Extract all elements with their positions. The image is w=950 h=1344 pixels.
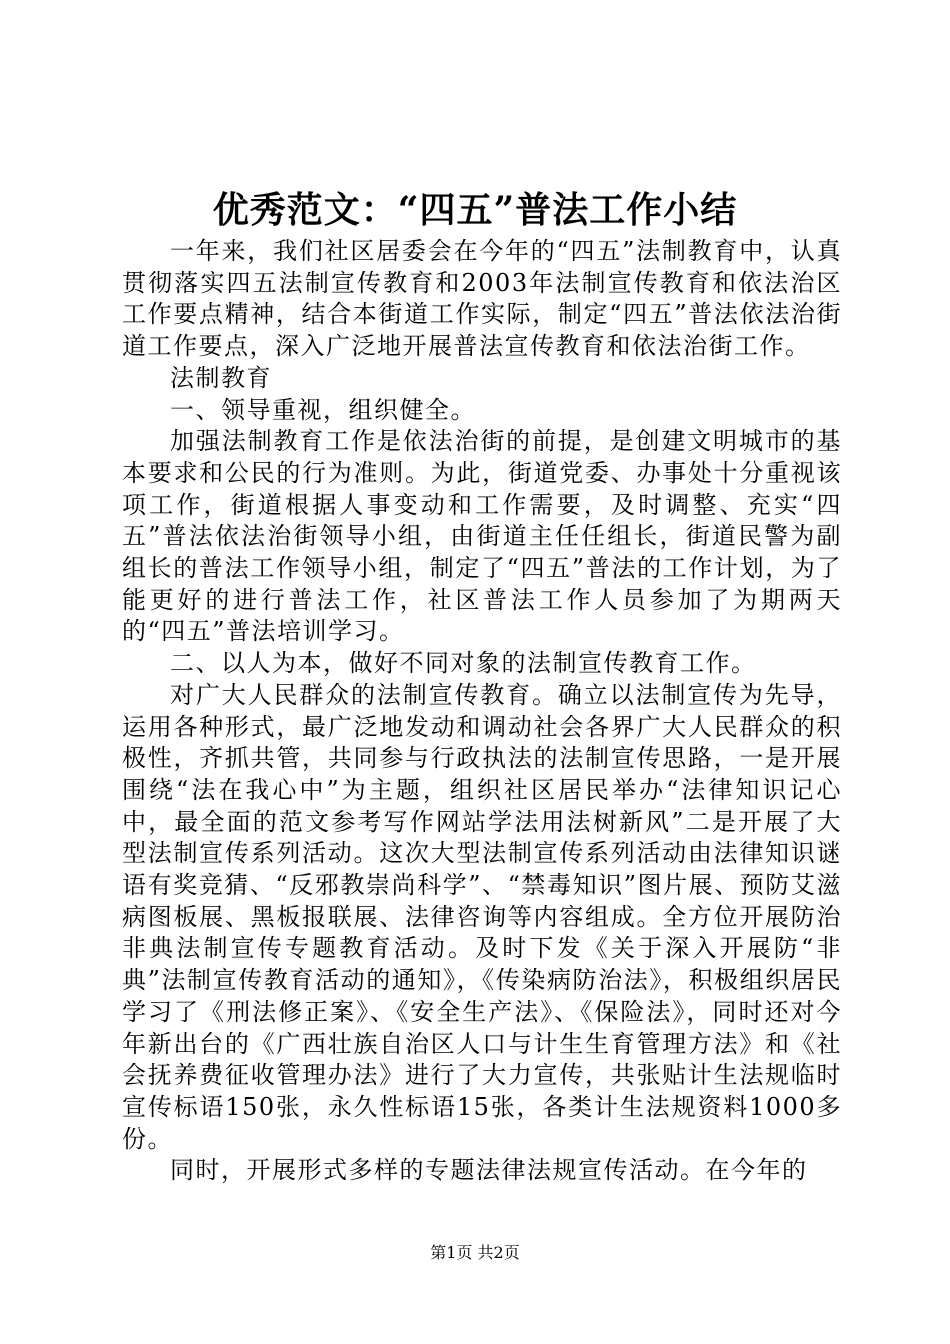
paragraph-special-campaigns: 同时，开展形式多样的专题法律法规宣传活动。在今年的 (170, 1156, 808, 1185)
document-title: 优秀范文：“四五”普法工作小结 (212, 189, 738, 231)
page-number-footer: 第1页 共2页 (430, 1243, 520, 1262)
subheading-leadership: 一、领导重视，组织健全。 (170, 395, 476, 424)
paragraph-intro: 一年来，我们社区居委会在今年的“四五”法制教育中，认真贯彻落实四五法制宣传教育和2003年法制宣传教育和依法治区工作要点精神，结合本街道工作实际，制定“四五”普法依法治街道工作要点，深入广泛地开展普法宣传教育和依法治街工作。 (122, 237, 842, 361)
section-heading-legal-education: 法制教育 (170, 363, 272, 392)
document-body (122, 236, 842, 1187)
paragraph-public-education: 对广大人民群众的法制宣传教育。确立以法制宣传为先导，运用各种形式，最广泛地发动和调动社会各界广大人民群众的积极性，齐抓共管，共同参与行政执法的法制宣传思路，一是开展围绕“法在我心中”为主题，组织社区居民举办“法律知识记心中，最全面的范文参考写作网站学法用法树新风”二是开展了大型法制宣传系列活动。这次大型法制宣传系列活动由法律知识谜语有奖竞猜、“反邪教崇尚科学”、“禁毒知识”图片展、预防艾滋病图板展、黑板报联展、法律咨询等内容组成。全方位开展防治非典法制宣传专题教育活动。及时下发《关于深入开展防“非典”法制宣传教育活动的通知》，《传染病防治法》，积极组织居民学习了《刑法修正案》、《安全生产法》、《保险法》，同时还对今年新出台的《广西壮族自治区人口与计生生育管理方法》和《社会抚养费征收管理办法》进行了大力宣传，共张贴计生法规临时宣传标语150张，永久性标语15张，各类计生法规资料1000多份。 (122, 680, 842, 1153)
subheading-people-oriented: 二、以人为本，做好不同对象的法制宣传教育工作。 (170, 649, 757, 678)
paragraph-leadership: 加强法制教育工作是依法治街的前提，是创建文明城市的基本要求和公民的行为准则。为此，街道党委、办事处十分重视该项工作，街道根据人事变动和工作需要，及时调整、充实“四五”普法依法治街领导小组，由街道主任任组长，街道民警为副组长的普法工作领导小组，制定了“四五”普法的工作计划，为了能更好的进行普法工作，社区普法工作人员参加了为期两天的“四五”普法培训学习。 (122, 427, 842, 646)
